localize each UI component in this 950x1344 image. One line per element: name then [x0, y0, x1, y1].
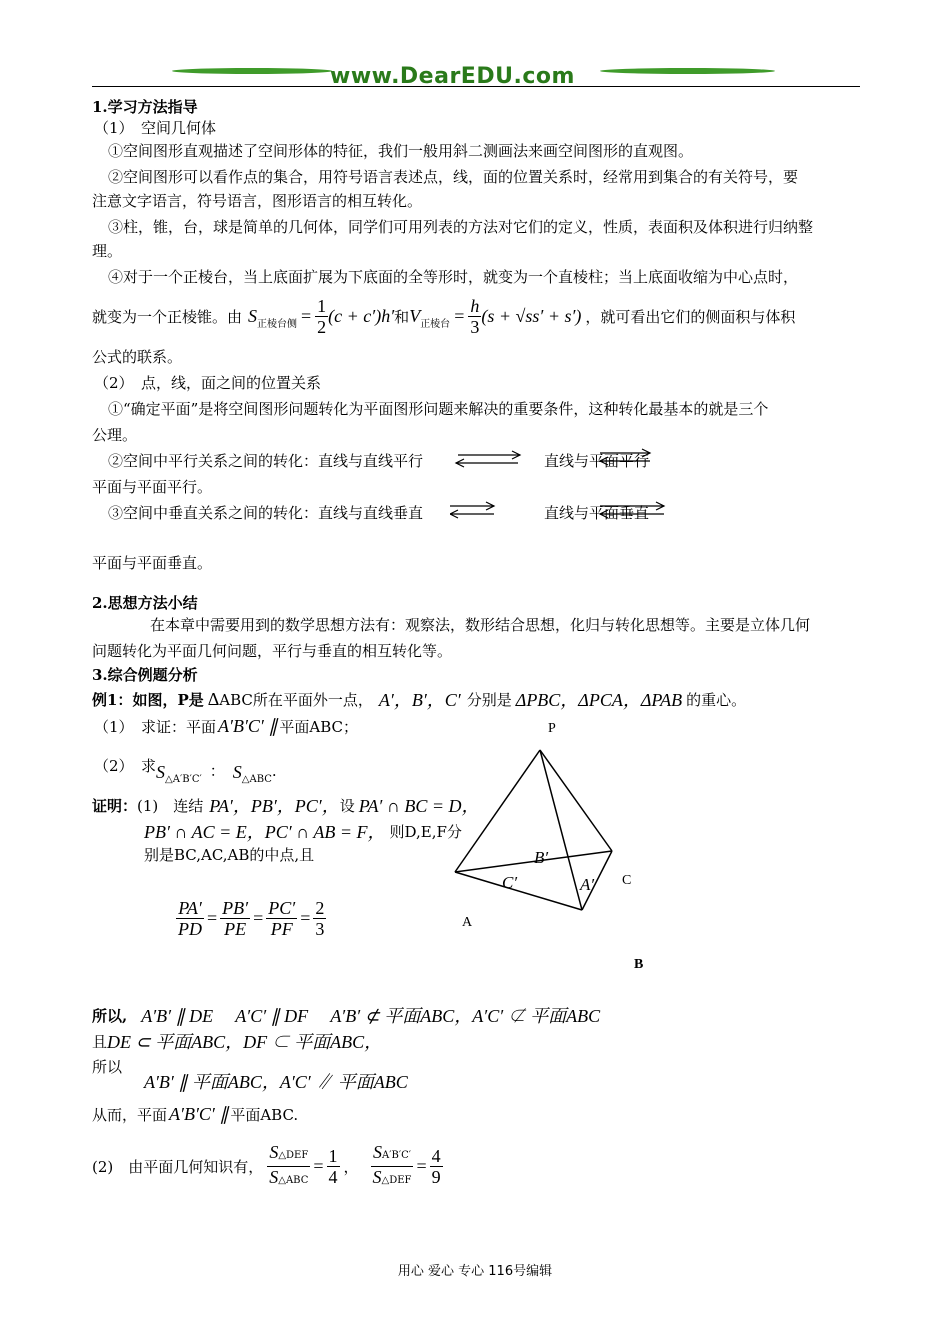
double-arrow-icon	[456, 451, 520, 467]
area-ratio-fraction	[371, 1142, 414, 1191]
formula-s: S	[248, 306, 258, 326]
edge-PB	[540, 750, 582, 910]
proof-math: PB′ ∩ AC = E，PC′ ∩ AB = F，	[144, 822, 386, 842]
ratio-fraction	[176, 898, 204, 939]
proof-text: (2) 由平面几何知识有，	[92, 1158, 264, 1176]
example-triangles: ΔPBC，ΔPCA，ΔPAB	[515, 690, 683, 710]
ratio-fraction	[266, 898, 297, 939]
section-3-title: 3.综合例题分析	[92, 666, 198, 684]
fraction-numerator: 4	[431, 1146, 441, 1166]
conclusion-line	[92, 1104, 298, 1125]
proof-math: A′B′ ∥ 平面ABC，A′C′ ∥ 平面ABC	[144, 1072, 408, 1092]
vertex-label-C: C	[622, 873, 632, 888]
example-text: 分别是	[466, 690, 512, 709]
perpendicular-transfer-text: 直线与平面垂直	[544, 504, 650, 522]
period: .	[271, 761, 277, 780]
example-label: 例1：	[92, 690, 133, 709]
paragraph: 公理。	[92, 426, 138, 444]
paragraph: 公式的联系。	[92, 348, 183, 366]
area-symbol: S	[232, 762, 242, 782]
formula-body: (s + √ss′ + s′)	[481, 306, 582, 326]
ratio-value	[327, 1146, 340, 1187]
proof-text: 所以	[92, 1058, 123, 1076]
proof-text: 则D,E,F分	[389, 822, 462, 841]
proof-math: PA′ ∩ BC = D，	[358, 796, 480, 816]
point-label-C-prime: C′	[502, 873, 518, 892]
proof-text: (1) 连结	[137, 796, 204, 815]
example-text: ABC所在平面外一点，	[219, 690, 373, 709]
vertex-label-B: B	[634, 957, 644, 972]
paragraph: ②空间图形可以看作点的集合，用符号语言表述点，线，面的位置关系时，经常用到集合的有关符号，要	[108, 168, 799, 186]
fraction-numerator: h	[470, 296, 480, 316]
fraction-h-third	[468, 296, 481, 337]
perpendicular-transfer-text: 平面与平面垂直。	[92, 554, 213, 572]
example-points: A′，B′，C′	[378, 690, 461, 710]
fraction-numerator: 2	[315, 898, 325, 918]
point-label-A-prime: A′	[580, 875, 595, 894]
area-subscript: △A′B′C′	[165, 774, 202, 785]
double-arrow-icon	[600, 502, 664, 518]
fraction-numerator: 1	[328, 1146, 338, 1166]
example-statement	[92, 686, 746, 712]
page-footer: 用心 爱心 专心 116号编辑	[397, 1264, 553, 1279]
paragraph: ③柱，锥，台，球是简单的几何体，同学们可用列表的方法对它们的定义，性质，表面积及体积进行归纳整	[108, 218, 814, 236]
proof-text: 设	[339, 796, 355, 815]
paragraph: 注意文字语言，符号语言，图形语言的相互转化。	[92, 192, 423, 210]
frustum-formula-line	[92, 296, 795, 337]
fraction-denominator: 2	[317, 317, 327, 337]
ratio-fraction	[220, 898, 250, 939]
fraction-denominator: PE	[224, 919, 247, 939]
fraction-denominator: PF	[270, 919, 293, 939]
proof-text: 所以,	[92, 1006, 128, 1025]
fraction-denominator: 9	[431, 1167, 441, 1187]
question-text: 平面ABC；	[279, 718, 358, 736]
area-subscript: △DEF	[381, 1175, 412, 1186]
part-2-line: (2) 由平面几何知识有， $\frac{\text{S△DEF}}{\text{S△ABC}}$ = $\frac{1}{4}$ ， $\frac{SA'B'C'}{\text{S△DEF}}$ = $\frac{4}{9}$	[92, 1142, 443, 1191]
fraction-denominator: 3	[470, 317, 480, 337]
proof-text: 平面ABC.	[230, 1106, 299, 1124]
point-label-B-prime: B′	[534, 848, 549, 867]
proof-math: A′B′ ∥ DE A′C′ ∥ DF A′B′ ⊄ 平面ABC，A′C′ ⊄ 平面ABC	[141, 1006, 601, 1026]
paragraph: 理。	[92, 242, 123, 260]
proof-math: A′B′C′ ∥	[169, 1104, 229, 1124]
vertex-label-P: P	[548, 721, 556, 736]
parallel-transfer-text: ②空间中平行关系之间的转化：直线与直线平行	[108, 452, 424, 470]
transfer-arrows	[450, 448, 680, 528]
ratio-fraction	[313, 898, 326, 939]
formula-body: (c + c′)h′	[328, 306, 395, 326]
example-text: 如图，P是	[132, 690, 204, 709]
header-rule	[92, 86, 860, 87]
proof-math: PA′，PB′，PC′，	[209, 796, 340, 816]
and-line	[92, 1028, 382, 1054]
ratio-value	[430, 1146, 443, 1187]
ratio-colon: ：	[209, 762, 225, 780]
fraction-denominator: 3	[315, 919, 325, 939]
logo-swoosh-right	[600, 68, 775, 74]
comma: ，	[343, 1158, 359, 1176]
parallel-transfer-text: 直线与平面平行	[544, 452, 650, 470]
parallel-transfer-text: 平面与平面平行。	[92, 478, 213, 496]
proof-label: 证明：	[92, 796, 138, 815]
section-1-title: 1.学习方法指导	[92, 98, 198, 116]
question-math: A′B′C′ ∥	[218, 716, 278, 736]
proof-text: 从而，平面	[92, 1106, 168, 1124]
proof-line-2	[144, 818, 462, 844]
formula-eq: =	[301, 306, 312, 326]
section-2-title: 2.思想方法小结	[92, 594, 198, 612]
question-2	[94, 746, 277, 785]
double-arrow-icon	[600, 449, 650, 465]
formula-s-sub: 正棱台侧	[257, 319, 298, 330]
subsection-1-2: （2） 点，线，面之间的位置关系	[94, 374, 322, 392]
vertex-label-A: A	[462, 915, 473, 930]
question-text: （2） 求	[94, 757, 157, 775]
formula-v: V	[409, 306, 421, 326]
formula-eq: =	[454, 306, 465, 326]
fraction-denominator: 4	[328, 1167, 338, 1187]
proof-line-1	[92, 792, 480, 818]
fraction-numerator: PB′	[222, 898, 249, 918]
area-symbol: S	[269, 1167, 279, 1187]
paragraph: ①“确定平面”是将空间图形问题转化为平面图形问题来解决的重要条件，这种转化最基本的就是三个	[108, 400, 769, 418]
question-1	[94, 716, 358, 737]
proof-text: 且	[92, 1032, 108, 1051]
paragraph: ①空间图形直观描述了空间形体的特征，我们一般用斜二测画法来画空间图形的直观图。	[108, 142, 694, 160]
proof-text: 别是BC,AC,AB的中点,且	[144, 846, 315, 864]
paragraph: 在本章中需要用到的数学思想方法有：观察法，数形结合思想，化归与转化思想等。主要是立体几何	[150, 616, 811, 634]
area-symbol: S	[156, 762, 166, 782]
fraction-numerator: PA′	[176, 898, 204, 919]
edge-PC	[540, 750, 612, 851]
perpendicular-transfer-text: ③空间中垂直关系之间的转化：直线与直线垂直	[108, 504, 424, 522]
logo-swoosh-left	[172, 68, 332, 74]
paragraph: 问题转化为平面几何问题，平行与垂直的相互转化等。	[92, 642, 453, 660]
site-logo: www.DearEDU.com	[330, 64, 575, 89]
area-symbol: S	[372, 1142, 382, 1162]
area-subscript: △ABC	[241, 774, 272, 785]
tetrahedron-figure	[440, 710, 680, 980]
paragraph: 就变为一个正棱锥。由	[92, 308, 243, 326]
edge-PA	[455, 750, 540, 872]
therefore-line-1	[92, 1002, 600, 1028]
area-subscript: △ABC	[278, 1175, 309, 1186]
area-subscript: △DEF	[278, 1150, 309, 1161]
example-text: 的重心。	[686, 690, 747, 709]
paragraph: ，就可看出它们的侧面积与体积	[585, 308, 796, 326]
area-subscript: A′B′C′	[381, 1150, 412, 1161]
formula-v-sub: 正棱台	[420, 319, 451, 330]
ratio-equation: $\frac{PA'}{PD}$ = $\frac{PB'}{PE}$ = $\frac{PC'}{PF}$ = $\frac{2}{3}$	[178, 898, 325, 939]
fraction-half	[315, 296, 328, 337]
connector: 和	[394, 308, 410, 326]
edge-AB	[455, 872, 582, 910]
question-text: （1） 求证：平面	[94, 718, 217, 736]
double-arrow-icon	[450, 502, 494, 518]
subsection-1-1: （1） 空间几何体	[94, 119, 217, 137]
area-ratio-fraction	[267, 1142, 310, 1191]
fraction-numerator: PC′	[268, 898, 296, 918]
area-symbol: S	[372, 1167, 382, 1187]
fraction-denominator: PD	[178, 919, 202, 939]
area-symbol: S	[269, 1142, 279, 1162]
paragraph: ④对于一个正棱台，当上底面扩展为下底面的全等形时，就变为一个直棱柱；当上底面收缩为中心点时，	[108, 268, 799, 286]
fraction-numerator: 1	[317, 296, 327, 316]
triangle-symbol: Δ	[207, 688, 220, 709]
proof-math: DE ⊂ 平面ABC，DF ⊂ 平面ABC，	[107, 1032, 383, 1052]
